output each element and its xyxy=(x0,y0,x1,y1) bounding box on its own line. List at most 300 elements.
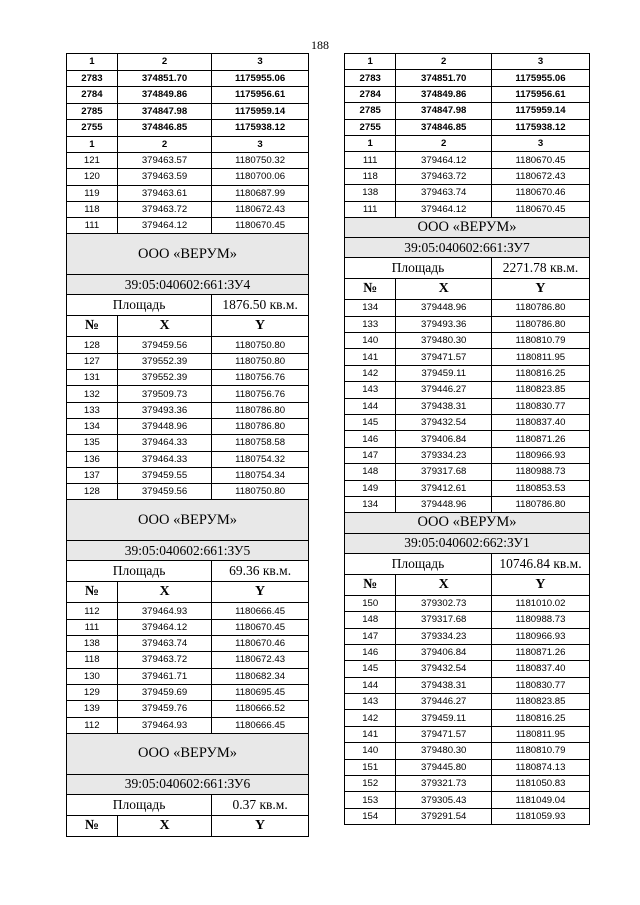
point-number-cell: 151 xyxy=(345,759,396,775)
coordinate-row xyxy=(345,431,590,447)
coordinate-row xyxy=(345,677,590,693)
point-number-cell: 148 xyxy=(345,612,396,628)
coordinate-row xyxy=(67,386,309,402)
coordinate-row xyxy=(67,185,309,201)
coordinate-row xyxy=(67,435,309,451)
coordinate-row xyxy=(345,612,590,628)
coordinate-row xyxy=(67,353,309,369)
header-bold-row xyxy=(67,87,309,104)
right-coordinates-table xyxy=(344,53,590,825)
x-coordinate-cell: 379464.12 xyxy=(117,619,211,635)
header-bold-row xyxy=(345,135,590,151)
x-coordinate-cell: 379448.96 xyxy=(117,418,211,434)
y-coordinate-cell: 1180672.43 xyxy=(491,168,589,184)
x-coordinate-cell: X xyxy=(117,582,211,603)
point-number-cell: 131 xyxy=(67,370,118,386)
coordinate-row xyxy=(345,447,590,463)
coordinate-row xyxy=(345,628,590,644)
x-coordinate-cell: 379463.72 xyxy=(117,201,211,217)
x-coordinate-cell: 379412.61 xyxy=(396,480,492,496)
x-coordinate-cell: 379461.71 xyxy=(117,668,211,684)
point-number-cell: 141 xyxy=(345,349,396,365)
x-coordinate-cell: 374846.85 xyxy=(117,120,211,137)
y-coordinate-cell: 1180672.43 xyxy=(212,652,309,668)
point-number-cell: 153 xyxy=(345,792,396,808)
coordinate-row xyxy=(345,743,590,759)
y-coordinate-cell: 1180830.77 xyxy=(491,677,589,693)
cadastral-number-row xyxy=(67,774,309,794)
cadastral-number-row xyxy=(345,238,590,258)
x-coordinate-cell: 379463.59 xyxy=(117,169,211,185)
point-number-cell: 136 xyxy=(67,451,118,467)
x-coordinate-cell: 379459.69 xyxy=(117,684,211,700)
x-coordinate-cell: 379459.56 xyxy=(117,337,211,353)
x-coordinate-cell: X xyxy=(396,279,492,300)
x-coordinate-cell: 379446.27 xyxy=(396,694,492,710)
coordinate-row xyxy=(345,496,590,512)
y-coordinate-cell: 3 xyxy=(491,54,589,70)
point-number-cell: 129 xyxy=(67,684,118,700)
x-coordinate-cell: 379493.36 xyxy=(396,316,492,332)
y-coordinate-cell: 1180786.80 xyxy=(212,402,309,418)
y-coordinate-cell: 1180666.52 xyxy=(212,701,309,717)
area-label: Площадь xyxy=(67,561,212,582)
coordinate-row xyxy=(345,398,590,414)
area-row xyxy=(67,561,309,582)
y-coordinate-cell: 1180670.45 xyxy=(491,201,589,217)
x-coordinate-cell: 374846.85 xyxy=(396,119,492,135)
y-coordinate-cell: Y xyxy=(212,815,309,836)
point-number-cell: 148 xyxy=(345,464,396,480)
area-label: Площадь xyxy=(67,295,212,316)
x-coordinate-cell: X xyxy=(117,316,211,337)
point-number-cell: 111 xyxy=(67,218,118,234)
point-number-cell: 145 xyxy=(345,415,396,431)
point-number-cell: 118 xyxy=(67,652,118,668)
y-coordinate-cell: 1180871.26 xyxy=(491,644,589,660)
point-number-cell: 128 xyxy=(67,337,118,353)
cadastral-number: 39:05:040602:662:ЗУ1 xyxy=(345,533,590,553)
point-number-cell: № xyxy=(67,582,118,603)
coordinate-row xyxy=(67,153,309,169)
column-header-row xyxy=(345,279,590,300)
cadastral-number-row xyxy=(345,533,590,553)
point-number-cell: 111 xyxy=(345,152,396,168)
coordinate-row xyxy=(67,603,309,619)
coordinate-row xyxy=(67,484,309,500)
area-value: 2271.78 кв.м. xyxy=(491,258,589,279)
x-coordinate-cell: 379463.72 xyxy=(117,652,211,668)
y-coordinate-cell: 1175956.61 xyxy=(491,86,589,102)
y-coordinate-cell: 1181050.83 xyxy=(491,776,589,792)
point-number-cell: 2755 xyxy=(345,119,396,135)
y-coordinate-cell: 1180823.85 xyxy=(491,382,589,398)
x-coordinate-cell: 379471.57 xyxy=(396,349,492,365)
y-coordinate-cell: 1180670.46 xyxy=(212,636,309,652)
y-coordinate-cell: 1175959.14 xyxy=(491,103,589,119)
coordinate-row xyxy=(345,759,590,775)
point-number-cell: 149 xyxy=(345,480,396,496)
y-coordinate-cell: 1180670.45 xyxy=(491,152,589,168)
column-header-row xyxy=(67,815,309,836)
area-label: Площадь xyxy=(67,794,212,815)
y-coordinate-cell: 1180670.45 xyxy=(212,619,309,635)
point-number-cell: 2784 xyxy=(67,87,118,104)
coordinate-row xyxy=(67,337,309,353)
point-number-cell: 146 xyxy=(345,431,396,447)
x-coordinate-cell: 379464.33 xyxy=(117,451,211,467)
point-number-cell: № xyxy=(67,316,118,337)
y-coordinate-cell: 1180966.93 xyxy=(491,447,589,463)
column-header-row xyxy=(67,582,309,603)
point-number-cell: 135 xyxy=(67,435,118,451)
coordinate-row xyxy=(67,169,309,185)
coordinate-row xyxy=(345,464,590,480)
coordinate-row xyxy=(67,619,309,635)
point-number-cell: 139 xyxy=(67,701,118,717)
y-coordinate-cell: 1180810.79 xyxy=(491,743,589,759)
x-coordinate-cell: 379464.33 xyxy=(117,435,211,451)
point-number-cell: 1 xyxy=(67,54,118,71)
coordinate-row xyxy=(67,668,309,684)
x-coordinate-cell: 379464.12 xyxy=(117,218,211,234)
y-coordinate-cell: 1181010.02 xyxy=(491,595,589,611)
y-coordinate-cell: 1180811.95 xyxy=(491,726,589,742)
point-number-cell: 134 xyxy=(345,496,396,512)
area-row xyxy=(67,794,309,815)
y-coordinate-cell: 1180871.26 xyxy=(491,431,589,447)
x-coordinate-cell: 379302.73 xyxy=(396,595,492,611)
coordinate-row xyxy=(67,370,309,386)
point-number-cell: 147 xyxy=(345,628,396,644)
x-coordinate-cell: 2 xyxy=(396,54,492,70)
y-coordinate-cell: 1180988.73 xyxy=(491,612,589,628)
coordinate-row xyxy=(345,776,590,792)
column-header-row xyxy=(67,316,309,337)
coordinate-row xyxy=(67,717,309,733)
x-coordinate-cell: 379480.30 xyxy=(396,743,492,759)
coordinate-row xyxy=(67,684,309,700)
point-number-cell: 2783 xyxy=(345,70,396,86)
organization-row xyxy=(345,217,590,237)
header-bold-row xyxy=(67,54,309,71)
x-coordinate-cell: 379459.56 xyxy=(117,484,211,500)
organization-row xyxy=(67,234,309,275)
point-number-cell: 2784 xyxy=(345,86,396,102)
y-coordinate-cell: Y xyxy=(491,279,589,300)
x-coordinate-cell: 379305.43 xyxy=(396,792,492,808)
header-bold-row xyxy=(67,136,309,153)
x-coordinate-cell: 379459.76 xyxy=(117,701,211,717)
y-coordinate-cell: 1180988.73 xyxy=(491,464,589,480)
x-coordinate-cell: 2 xyxy=(117,54,211,71)
organization-row xyxy=(67,733,309,774)
point-number-cell: 2755 xyxy=(67,120,118,137)
y-coordinate-cell: 1180750.32 xyxy=(212,153,309,169)
x-coordinate-cell: 379438.31 xyxy=(396,677,492,693)
point-number-cell: 132 xyxy=(67,386,118,402)
y-coordinate-cell: 1180695.45 xyxy=(212,684,309,700)
cadastral-number-row xyxy=(67,275,309,295)
y-coordinate-cell: 1180670.45 xyxy=(212,218,309,234)
left-coordinates-table xyxy=(66,53,309,837)
area-value: 69.36 кв.м. xyxy=(212,561,309,582)
x-coordinate-cell: 379459.11 xyxy=(396,710,492,726)
point-number-cell: 112 xyxy=(67,603,118,619)
y-coordinate-cell: 1180682.34 xyxy=(212,668,309,684)
y-coordinate-cell: 1175956.61 xyxy=(212,87,309,104)
coordinate-row xyxy=(67,418,309,434)
x-coordinate-cell: 379406.84 xyxy=(396,431,492,447)
point-number-cell: 144 xyxy=(345,677,396,693)
x-coordinate-cell: 374847.98 xyxy=(396,103,492,119)
y-coordinate-cell: 1180670.46 xyxy=(491,185,589,201)
x-coordinate-cell: 379334.23 xyxy=(396,447,492,463)
y-coordinate-cell: 1180687.99 xyxy=(212,185,309,201)
organization-name: ООО «ВЕРУМ» xyxy=(67,500,309,541)
point-number-cell: 118 xyxy=(345,168,396,184)
y-coordinate-cell: Y xyxy=(491,574,589,595)
y-coordinate-cell: 1180666.45 xyxy=(212,603,309,619)
header-bold-row xyxy=(345,103,590,119)
point-number-cell: 127 xyxy=(67,353,118,369)
organization-name: ООО «ВЕРУМ» xyxy=(345,513,590,533)
y-coordinate-cell: 1180810.79 xyxy=(491,333,589,349)
coordinate-row xyxy=(67,218,309,234)
x-coordinate-cell: 379459.11 xyxy=(396,365,492,381)
header-bold-row xyxy=(345,86,590,102)
x-coordinate-cell: 379445.80 xyxy=(396,759,492,775)
coordinate-row xyxy=(67,402,309,418)
coordinate-row xyxy=(345,726,590,742)
area-value: 0.37 кв.м. xyxy=(212,794,309,815)
x-coordinate-cell: 374851.70 xyxy=(117,70,211,87)
x-coordinate-cell: 379552.39 xyxy=(117,353,211,369)
coordinate-row xyxy=(67,652,309,668)
point-number-cell: 144 xyxy=(345,398,396,414)
point-number-cell: 143 xyxy=(345,694,396,710)
point-number-cell: 128 xyxy=(67,484,118,500)
y-coordinate-cell: 1180816.25 xyxy=(491,365,589,381)
y-coordinate-cell: Y xyxy=(212,316,309,337)
y-coordinate-cell: 1180754.34 xyxy=(212,467,309,483)
point-number-cell: № xyxy=(345,279,396,300)
organization-name: ООО «ВЕРУМ» xyxy=(67,733,309,774)
x-coordinate-cell: 379463.74 xyxy=(396,185,492,201)
y-coordinate-cell: 1180786.80 xyxy=(212,418,309,434)
x-coordinate-cell: 379317.68 xyxy=(396,612,492,628)
point-number-cell: 111 xyxy=(67,619,118,635)
coordinate-row xyxy=(345,792,590,808)
y-coordinate-cell: 1180786.80 xyxy=(491,316,589,332)
coordinate-row xyxy=(345,185,590,201)
point-number-cell: 142 xyxy=(345,365,396,381)
point-number-cell: 154 xyxy=(345,808,396,824)
point-number-cell: 2783 xyxy=(67,70,118,87)
coordinate-row xyxy=(345,808,590,824)
y-coordinate-cell: Y xyxy=(212,582,309,603)
y-coordinate-cell: 1180966.93 xyxy=(491,628,589,644)
x-coordinate-cell: 379464.12 xyxy=(396,152,492,168)
x-coordinate-cell: 379464.93 xyxy=(117,717,211,733)
y-coordinate-cell: 1180672.43 xyxy=(212,201,309,217)
y-coordinate-cell: 3 xyxy=(491,135,589,151)
point-number-cell: 142 xyxy=(345,710,396,726)
coordinate-row xyxy=(345,644,590,660)
header-bold-row xyxy=(345,119,590,135)
point-number-cell: 134 xyxy=(67,418,118,434)
x-coordinate-cell: 379471.57 xyxy=(396,726,492,742)
point-number-cell: 134 xyxy=(345,300,396,316)
point-number-cell: № xyxy=(345,574,396,595)
y-coordinate-cell: 1180750.80 xyxy=(212,337,309,353)
area-value: 1876.50 кв.м. xyxy=(212,295,309,316)
y-coordinate-cell: 1180786.80 xyxy=(491,300,589,316)
x-coordinate-cell: 379448.96 xyxy=(396,496,492,512)
x-coordinate-cell: 379463.72 xyxy=(396,168,492,184)
y-coordinate-cell: 1180811.95 xyxy=(491,349,589,365)
point-number-cell: 141 xyxy=(345,726,396,742)
point-number-cell: 118 xyxy=(67,201,118,217)
x-coordinate-cell: 379463.57 xyxy=(117,153,211,169)
y-coordinate-cell: 1180756.76 xyxy=(212,386,309,402)
organization-name: ООО «ВЕРУМ» xyxy=(67,234,309,275)
point-number-cell: 133 xyxy=(67,402,118,418)
point-number-cell: 147 xyxy=(345,447,396,463)
coordinate-row xyxy=(67,636,309,652)
y-coordinate-cell: 1180666.45 xyxy=(212,717,309,733)
coordinate-row xyxy=(345,152,590,168)
y-coordinate-cell: 1181059.93 xyxy=(491,808,589,824)
y-coordinate-cell: 1180837.40 xyxy=(491,661,589,677)
point-number-cell: 140 xyxy=(345,333,396,349)
coordinate-row xyxy=(345,300,590,316)
organization-name: ООО «ВЕРУМ» xyxy=(345,217,590,237)
coordinate-row xyxy=(345,201,590,217)
cadastral-number: 39:05:040602:661:ЗУ6 xyxy=(67,774,309,794)
x-coordinate-cell: 379493.36 xyxy=(117,402,211,418)
x-coordinate-cell: 379446.27 xyxy=(396,382,492,398)
point-number-cell: 145 xyxy=(345,661,396,677)
x-coordinate-cell: 379480.30 xyxy=(396,333,492,349)
cadastral-number: 39:05:040602:661:ЗУ7 xyxy=(345,238,590,258)
point-number-cell: 1 xyxy=(345,54,396,70)
y-coordinate-cell: 1180823.85 xyxy=(491,694,589,710)
coordinate-row xyxy=(345,333,590,349)
y-coordinate-cell: 1180754.32 xyxy=(212,451,309,467)
point-number-cell: 1 xyxy=(345,135,396,151)
x-coordinate-cell: 379438.31 xyxy=(396,398,492,414)
y-coordinate-cell: 1180750.80 xyxy=(212,353,309,369)
y-coordinate-cell: 3 xyxy=(212,54,309,71)
y-coordinate-cell: 1181049.04 xyxy=(491,792,589,808)
area-label: Площадь xyxy=(345,258,492,279)
y-coordinate-cell: 1175959.14 xyxy=(212,103,309,120)
y-coordinate-cell: 1180853.53 xyxy=(491,480,589,496)
coordinate-row xyxy=(345,480,590,496)
x-coordinate-cell: 2 xyxy=(117,136,211,153)
point-number-cell: 140 xyxy=(345,743,396,759)
cadastral-number-row xyxy=(67,541,309,561)
point-number-cell: № xyxy=(67,815,118,836)
point-number-cell: 152 xyxy=(345,776,396,792)
coordinate-row xyxy=(345,316,590,332)
point-number-cell: 138 xyxy=(345,185,396,201)
page-number: 188 xyxy=(311,38,329,52)
point-number-cell: 130 xyxy=(67,668,118,684)
y-coordinate-cell: 1180874.13 xyxy=(491,759,589,775)
y-coordinate-cell: 3 xyxy=(212,136,309,153)
x-coordinate-cell: X xyxy=(396,574,492,595)
point-number-cell: 138 xyxy=(67,636,118,652)
x-coordinate-cell: 374851.70 xyxy=(396,70,492,86)
header-bold-row xyxy=(67,120,309,137)
x-coordinate-cell: X xyxy=(117,815,211,836)
coordinate-row xyxy=(67,701,309,717)
area-row xyxy=(345,553,590,574)
point-number-cell: 1 xyxy=(67,136,118,153)
area-label: Площадь xyxy=(345,553,492,574)
y-coordinate-cell: 1180758.58 xyxy=(212,435,309,451)
y-coordinate-cell: 1180786.80 xyxy=(491,496,589,512)
x-coordinate-cell: 379463.74 xyxy=(117,636,211,652)
y-coordinate-cell: 1180816.25 xyxy=(491,710,589,726)
cadastral-number: 39:05:040602:661:ЗУ5 xyxy=(67,541,309,561)
y-coordinate-cell: 1180830.77 xyxy=(491,398,589,414)
area-row xyxy=(345,258,590,279)
point-number-cell: 2785 xyxy=(345,103,396,119)
point-number-cell: 119 xyxy=(67,185,118,201)
header-bold-row xyxy=(345,54,590,70)
y-coordinate-cell: 1180756.76 xyxy=(212,370,309,386)
y-coordinate-cell: 1175955.06 xyxy=(491,70,589,86)
y-coordinate-cell: 1180837.40 xyxy=(491,415,589,431)
y-coordinate-cell: 1180700.06 xyxy=(212,169,309,185)
x-coordinate-cell: 379317.68 xyxy=(396,464,492,480)
x-coordinate-cell: 379406.84 xyxy=(396,644,492,660)
x-coordinate-cell: 379321.73 xyxy=(396,776,492,792)
x-coordinate-cell: 374849.86 xyxy=(396,86,492,102)
column-header-row xyxy=(345,574,590,595)
coordinate-row xyxy=(67,451,309,467)
x-coordinate-cell: 379432.54 xyxy=(396,415,492,431)
y-coordinate-cell: 1180750.80 xyxy=(212,484,309,500)
point-number-cell: 146 xyxy=(345,644,396,660)
organization-row xyxy=(345,513,590,533)
coordinate-row xyxy=(345,661,590,677)
point-number-cell: 111 xyxy=(345,201,396,217)
area-row xyxy=(67,295,309,316)
coordinate-row xyxy=(345,349,590,365)
y-coordinate-cell: 1175938.12 xyxy=(491,119,589,135)
organization-row xyxy=(67,500,309,541)
x-coordinate-cell: 379459.55 xyxy=(117,467,211,483)
coordinate-row xyxy=(345,415,590,431)
point-number-cell: 120 xyxy=(67,169,118,185)
point-number-cell: 143 xyxy=(345,382,396,398)
x-coordinate-cell: 379509.73 xyxy=(117,386,211,402)
x-coordinate-cell: 374849.86 xyxy=(117,87,211,104)
header-bold-row xyxy=(67,70,309,87)
point-number-cell: 2785 xyxy=(67,103,118,120)
x-coordinate-cell: 2 xyxy=(396,135,492,151)
coordinate-row xyxy=(345,595,590,611)
header-bold-row xyxy=(67,103,309,120)
coordinate-row xyxy=(345,382,590,398)
header-bold-row xyxy=(345,70,590,86)
x-coordinate-cell: 379291.54 xyxy=(396,808,492,824)
y-coordinate-cell: 1175955.06 xyxy=(212,70,309,87)
